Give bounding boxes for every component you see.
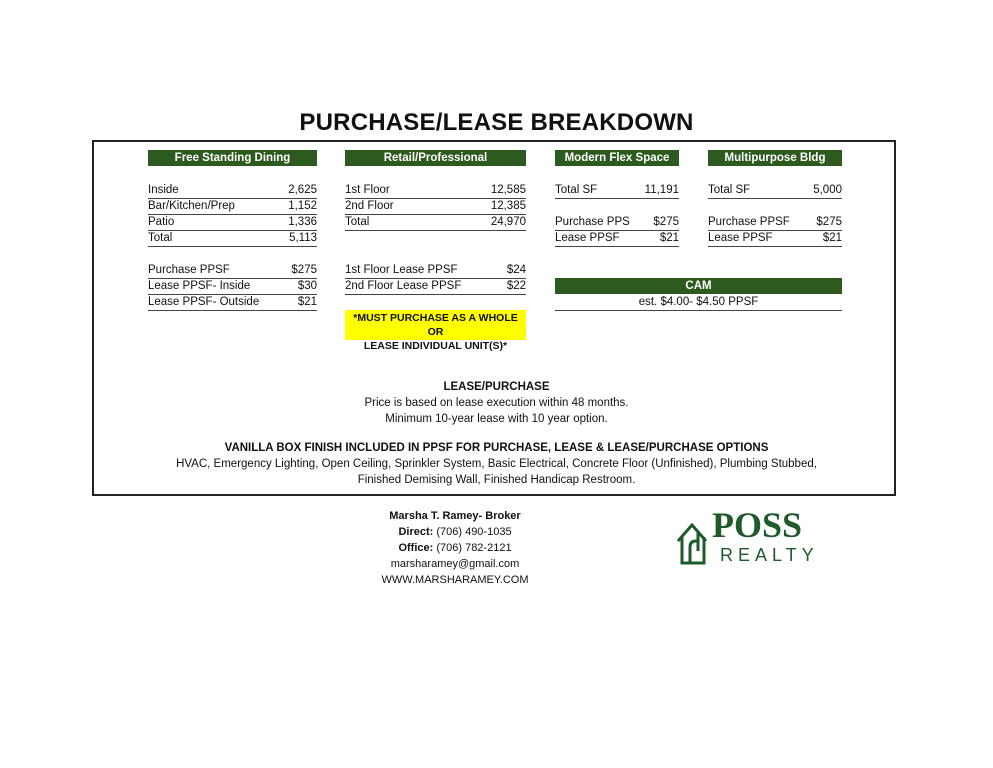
row-label: Lease PPSF- Outside xyxy=(148,296,260,308)
vanilla-line: HVAC, Emergency Lighting, Open Ceiling, Sprinkler System, Basic Electrical, Concrete Floor (Unfinished), Plumbing Stubbed, xyxy=(176,458,817,470)
retail-row xyxy=(345,199,526,215)
dining-row xyxy=(148,215,317,231)
page-title: PURCHASE/LEASE BREAKDOWN xyxy=(299,109,694,136)
vanilla-line: Finished Demising Wall, Finished Handicap Restroom. xyxy=(357,474,636,486)
note-line: *MUST PURCHASE AS A WHOLE OR xyxy=(353,312,518,338)
multi-row xyxy=(708,183,842,199)
vanilla-heading: VANILLA BOX FINISH INCLUDED IN PPSF FOR PURCHASE, LEASE & LEASE/PURCHASE OPTIONS xyxy=(224,442,769,454)
row-value: 5,113 xyxy=(289,232,317,244)
lease-purchase-line: Minimum 10-year lease with 10 year option. xyxy=(385,413,608,425)
flex-row xyxy=(555,231,679,247)
row-value: $21 xyxy=(659,232,679,244)
office-phone xyxy=(355,542,555,554)
cam-header: CAM xyxy=(555,278,842,294)
lease-purchase-line: Price is based on lease execution within 48 months. xyxy=(364,397,629,409)
flex-row xyxy=(555,215,679,231)
logo-word-poss: POSS xyxy=(712,505,803,545)
multi-row xyxy=(708,215,842,231)
dining-price-row xyxy=(148,295,317,311)
note-line: LEASE INDIVIDUAL UNIT(S)* xyxy=(363,340,508,352)
row-value: 5,000 xyxy=(813,184,842,196)
multi-header: Multipurpose Bldg xyxy=(708,150,842,166)
row-value: 11,191 xyxy=(644,184,679,196)
row-label: Purchase PPSF xyxy=(708,216,790,228)
dining-row xyxy=(148,183,317,199)
direct-phone xyxy=(355,526,555,538)
row-value: $275 xyxy=(653,216,679,228)
dining-price-row xyxy=(148,263,317,279)
flex-header: Modern Flex Space xyxy=(555,150,679,166)
row-value: 1,336 xyxy=(288,216,317,228)
retail-price-row xyxy=(345,279,526,295)
row-label: Lease PPSF xyxy=(555,232,620,244)
row-value: 24,970 xyxy=(490,216,526,228)
broker-name: Marsha T. Ramey- Broker xyxy=(389,510,521,522)
logo-word-realty: REALTY xyxy=(720,545,819,565)
lease-purchase-heading: LEASE/PURCHASE xyxy=(443,381,550,393)
cam-value: est. $4.00- $4.50 PPSF xyxy=(555,295,842,311)
dining-row xyxy=(148,231,317,247)
row-value: $21 xyxy=(297,296,317,308)
row-label: Total xyxy=(148,232,173,244)
row-value: $30 xyxy=(297,280,317,292)
row-value: 12,385 xyxy=(490,200,526,212)
row-label: Total xyxy=(345,216,370,228)
row-label: Patio xyxy=(148,216,175,228)
retail-row xyxy=(345,183,526,199)
direct-label: Direct: xyxy=(398,526,434,538)
row-value: $275 xyxy=(816,216,842,228)
row-value: 12,585 xyxy=(490,184,526,196)
row-value: 1,152 xyxy=(288,200,317,212)
office-value: (706) 782-2121 xyxy=(433,542,512,554)
email-link[interactable]: marsharamey@gmail.com xyxy=(390,558,520,570)
direct-value: (706) 490-1035 xyxy=(433,526,512,538)
row-value: $22 xyxy=(506,280,526,292)
row-label: Bar/Kitchen/Prep xyxy=(148,200,235,212)
row-label: Total SF xyxy=(708,184,751,196)
purchase-note xyxy=(345,310,526,352)
website-link[interactable]: WWW.MARSHARAMEY.COM xyxy=(381,574,529,586)
row-label: 1st Floor xyxy=(345,184,390,196)
dining-price-row xyxy=(148,279,317,295)
house-logo-icon xyxy=(672,505,842,569)
row-label: Lease PPSF- Inside xyxy=(148,280,251,292)
multi-row xyxy=(708,231,842,247)
row-value: 2,625 xyxy=(288,184,317,196)
office-label: Office: xyxy=(398,542,434,554)
retail-header: Retail/Professional xyxy=(345,150,526,166)
retail-row xyxy=(345,215,526,231)
poss-realty-logo xyxy=(672,505,842,569)
dining-header: Free Standing Dining xyxy=(148,150,317,166)
row-label: Total SF xyxy=(555,184,598,196)
row-label: 2nd Floor Lease PPSF xyxy=(345,280,462,292)
retail-price-row xyxy=(345,263,526,279)
row-label: Inside xyxy=(148,184,179,196)
row-label: Purchase PPS xyxy=(555,216,630,228)
dining-row xyxy=(148,199,317,215)
row-value: $275 xyxy=(291,264,317,276)
row-label: 1st Floor Lease PPSF xyxy=(345,264,458,276)
row-label: Lease PPSF xyxy=(708,232,773,244)
row-label: Purchase PPSF xyxy=(148,264,230,276)
flex-row xyxy=(555,183,679,199)
row-value: $24 xyxy=(506,264,526,276)
row-label: 2nd Floor xyxy=(345,200,394,212)
row-value: $21 xyxy=(822,232,842,244)
